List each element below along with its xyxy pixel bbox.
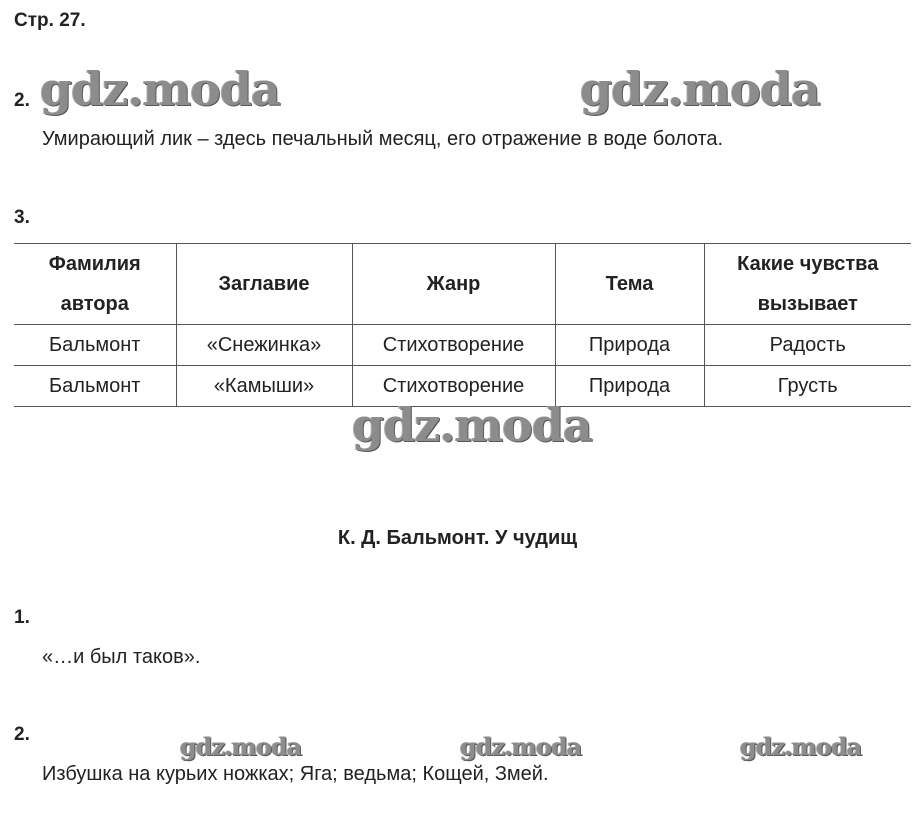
watermark-logo: gdz.moda	[580, 62, 820, 116]
task-3-number: 3.	[14, 207, 30, 228]
table-cell: Бальмонт	[14, 325, 176, 366]
table-header-cell	[704, 244, 911, 325]
header-line: Фамилия	[48, 253, 141, 275]
task-2-answer: Умирающий лик – здесь печальный месяц, его отражение в воде болота.	[42, 128, 724, 150]
table-header-cell	[555, 244, 704, 325]
table-cell: «Снежинка»	[176, 325, 352, 366]
table-cell: Радость	[704, 325, 911, 366]
watermark-logo: gdz.moda	[180, 732, 302, 761]
table-header-cell	[14, 244, 176, 325]
header-line: Жанр	[426, 273, 481, 295]
table-cell: Природа	[555, 325, 704, 366]
table-header-row	[14, 244, 911, 325]
task-2-number: 2.	[14, 90, 30, 111]
section-title: К. Д. Бальмонт. У чудищ	[337, 527, 578, 549]
header-line: Какие чувства	[737, 253, 879, 275]
header-line: вызывает	[757, 293, 858, 315]
watermark-logo: gdz.moda	[740, 732, 862, 761]
header-line: автора	[60, 293, 129, 315]
page-label: Стр. 27.	[14, 10, 86, 31]
section-task-2-number: 2.	[14, 724, 30, 745]
table-header-cell	[352, 244, 555, 325]
table-cell: Грусть	[704, 366, 911, 407]
table-cell: Стихотворение	[352, 366, 555, 407]
watermark-logo: gdz.moda	[352, 398, 592, 452]
table-row	[14, 325, 911, 366]
table-cell: «Камыши»	[176, 366, 352, 407]
watermark-logo: gdz.moda	[460, 732, 582, 761]
table-header-cell	[176, 244, 352, 325]
table-cell: Бальмонт	[14, 366, 176, 407]
answer-table	[14, 243, 911, 407]
section-task-1-number: 1.	[14, 607, 30, 628]
section-task-2-answer: Избушка на курьих ножках; Яга; ведьма; Кощей, Змей.	[42, 763, 549, 785]
section-task-1-answer: «…и был таков».	[42, 646, 201, 668]
header-line: Заглавие	[218, 273, 310, 295]
watermark-logo: gdz.moda	[40, 62, 280, 116]
header-line: Тема	[605, 273, 654, 295]
table-cell: Стихотворение	[352, 325, 555, 366]
table-cell: Природа	[555, 366, 704, 407]
